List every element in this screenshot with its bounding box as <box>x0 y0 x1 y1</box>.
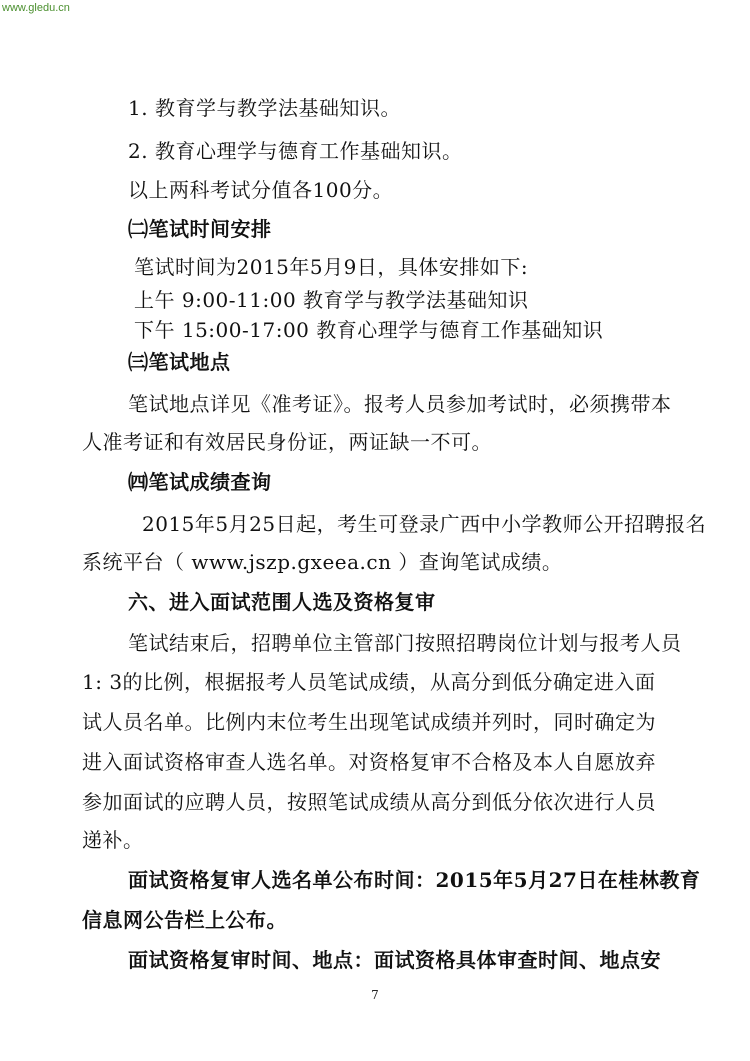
text-line-19: 参加面试的应聘人员，按照笔试成绩从高分到低分依次进行人员 <box>82 790 656 814</box>
text-line-10: 人准考证和有效居民身份证，两证缺一不可。 <box>82 430 492 454</box>
section-heading-interview: 六、进入面试范围人选及资格复审 <box>128 590 436 614</box>
watermark: www.gledu.cn <box>2 2 70 14</box>
text-line-20: 递补。 <box>82 828 144 852</box>
text-line-3: 以上两科考试分值各100分。 <box>128 178 394 202</box>
text-line-16: 1: 3的比例，根据报考人员笔试成绩，从高分到低分确定进入面 <box>82 670 656 694</box>
schedule-morning: 上午 9:00-11:00 教育学与教学法基础知识 <box>134 288 529 312</box>
text-line-15: 笔试结束后，招聘单位主管部门按照招聘岗位计划与报考人员 <box>128 631 682 655</box>
text-line-1: 1. 教育学与教学法基础知识。 <box>128 96 401 120</box>
page-number: 7 <box>371 988 379 1002</box>
text-line-21: 面试资格复审人选名单公布时间：2015年5月27日在桂林教育 <box>128 868 701 892</box>
schedule-afternoon: 下午 15:00-17:00 教育心理学与德育工作基础知识 <box>134 318 604 342</box>
text-line-5: 笔试时间为2015年5月9日，具体安排如下: <box>134 255 529 279</box>
section-heading-exam-location: ㈢笔试地点 <box>128 350 231 374</box>
text-line-22: 信息网公告栏上公布。 <box>82 908 287 932</box>
text-line-23: 面试资格复审时间、地点：面试资格具体审查时间、地点安 <box>128 948 661 972</box>
text-line-17: 试人员名单。比例内末位考生出现笔试成绩并列时，同时确定为 <box>82 710 656 734</box>
text-line-13: 系统平台（ www.jszp.gxeea.cn ）查询笔试成绩。 <box>82 550 563 574</box>
text-line-2: 2. 教育心理学与德育工作基础知识。 <box>128 139 463 163</box>
text-line-18: 进入面试资格审查人选名单。对资格复审不合格及本人自愿放弃 <box>82 750 656 774</box>
text-line-12: 2015年5月25日起，考生可登录广西中小学教师公开招聘报名 <box>142 512 707 536</box>
text-line-9: 笔试地点详见《准考证》。报考人员参加考试时，必须携带本 <box>128 392 672 416</box>
section-heading-score-query: ㈣笔试成绩查询 <box>128 470 272 494</box>
section-heading-exam-schedule: ㈡笔试时间安排 <box>128 217 272 241</box>
